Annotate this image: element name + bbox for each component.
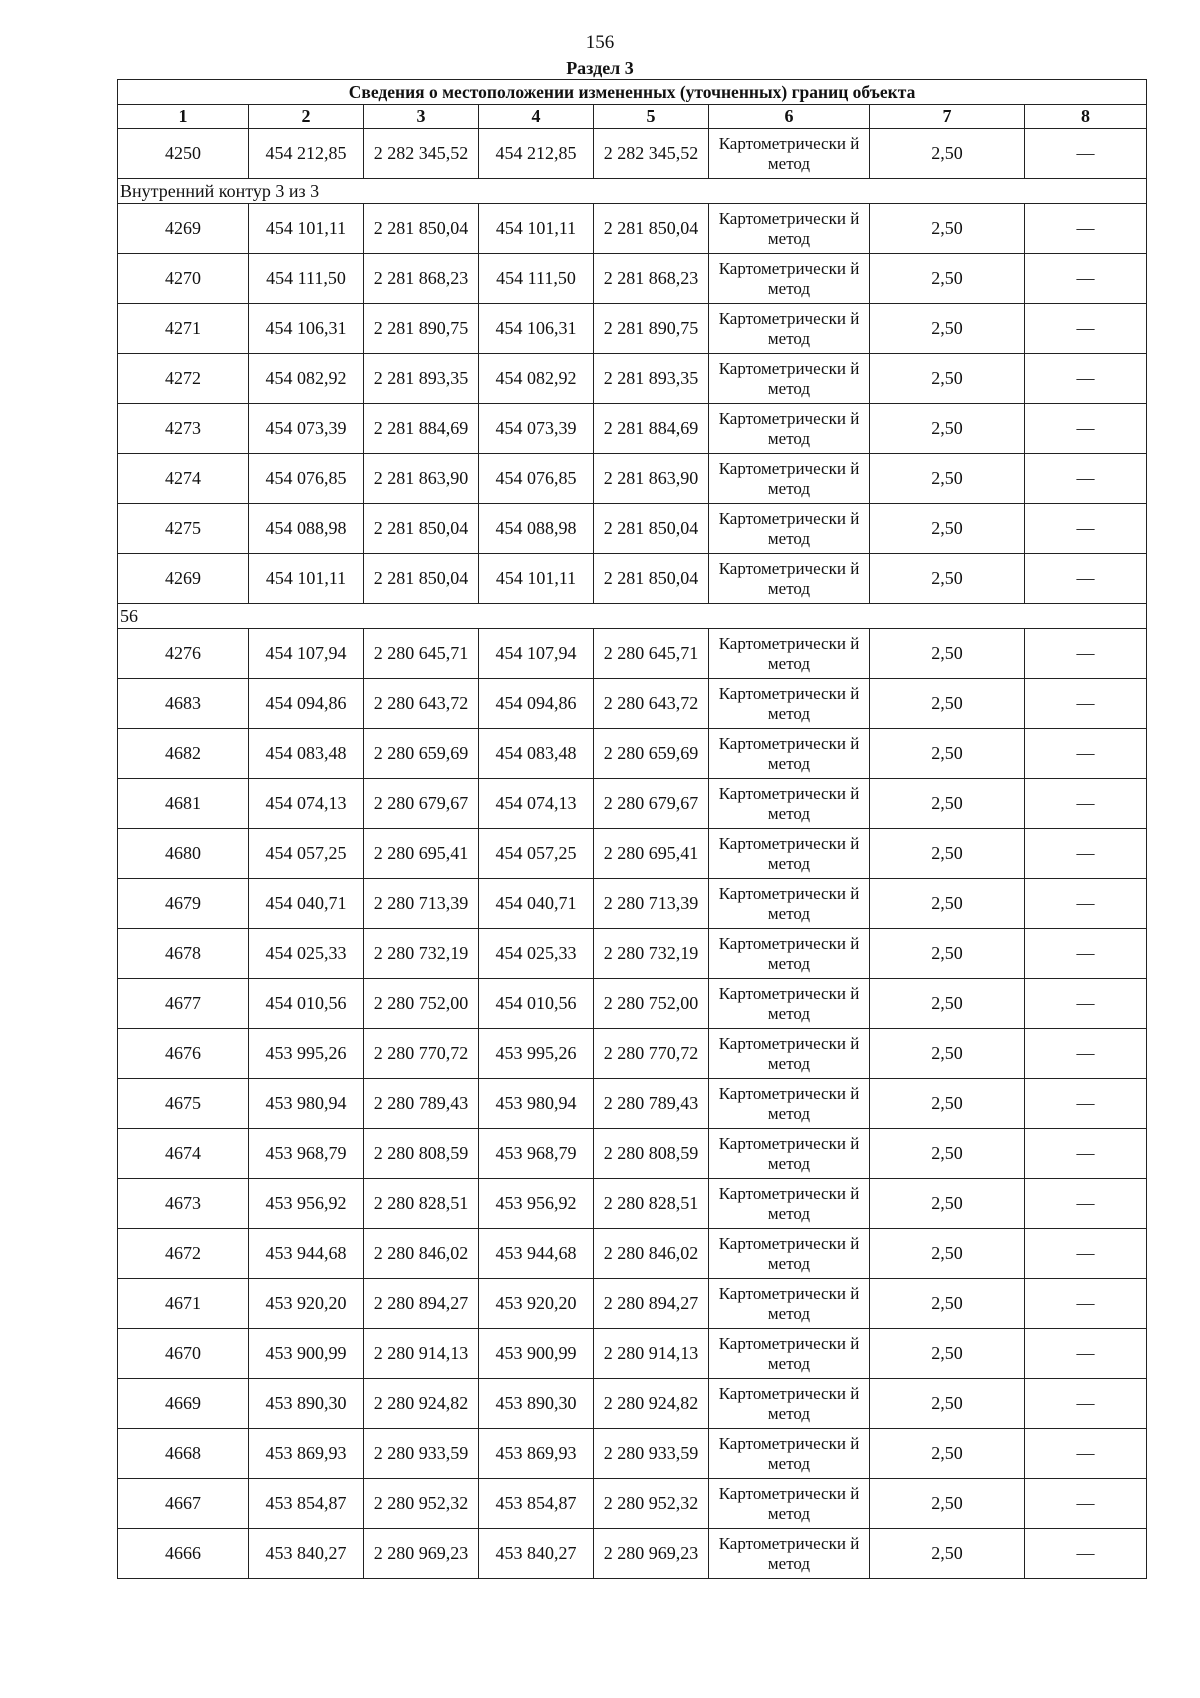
x-coordinate-new: 453 840,27	[479, 1529, 594, 1579]
x-coordinate-old: 453 995,26	[249, 1029, 364, 1079]
description: —	[1025, 1079, 1147, 1129]
x-coordinate-old: 454 073,39	[249, 404, 364, 454]
table-row	[118, 454, 1147, 504]
x-coordinate-old: 453 980,94	[249, 1079, 364, 1129]
method: Картометрически й метод	[709, 829, 870, 879]
accuracy: 2,50	[870, 929, 1025, 979]
y-coordinate-new: 2 280 732,19	[594, 929, 709, 979]
x-coordinate-old: 454 107,94	[249, 629, 364, 679]
method: Картометрически й метод	[709, 1529, 870, 1579]
description: —	[1025, 929, 1147, 979]
boundary-coordinates-table	[117, 79, 1147, 1579]
method: Картометрически й метод	[709, 1079, 870, 1129]
point-number: 4250	[118, 129, 249, 179]
y-coordinate-old: 2 280 659,69	[364, 729, 479, 779]
y-coordinate-old: 2 281 890,75	[364, 304, 479, 354]
x-coordinate-new: 453 944,68	[479, 1229, 594, 1279]
x-coordinate-old: 454 025,33	[249, 929, 364, 979]
y-coordinate-new: 2 280 789,43	[594, 1079, 709, 1129]
y-coordinate-new: 2 280 914,13	[594, 1329, 709, 1379]
point-number: 4666	[118, 1529, 249, 1579]
table-row	[118, 304, 1147, 354]
description: —	[1025, 679, 1147, 729]
y-coordinate-new: 2 281 868,23	[594, 254, 709, 304]
method: Картометрически й метод	[709, 979, 870, 1029]
table-row	[118, 504, 1147, 554]
point-number: 4269	[118, 204, 249, 254]
accuracy: 2,50	[870, 1179, 1025, 1229]
point-number: 4269	[118, 554, 249, 604]
y-coordinate-new: 2 280 695,41	[594, 829, 709, 879]
y-coordinate-old: 2 280 679,67	[364, 779, 479, 829]
description: —	[1025, 629, 1147, 679]
method: Картометрически й метод	[709, 779, 870, 829]
table-row	[118, 1179, 1147, 1229]
x-coordinate-new: 454 083,48	[479, 729, 594, 779]
table-row	[118, 1279, 1147, 1329]
point-number: 4675	[118, 1079, 249, 1129]
point-number: 4683	[118, 679, 249, 729]
method: Картометрически й метод	[709, 1379, 870, 1429]
y-coordinate-old: 2 281 863,90	[364, 454, 479, 504]
description: —	[1025, 1429, 1147, 1479]
section-title: Раздел 3	[566, 58, 634, 78]
method: Картометрически й метод	[709, 129, 870, 179]
accuracy: 2,50	[870, 404, 1025, 454]
description: —	[1025, 1529, 1147, 1579]
point-number: 4275	[118, 504, 249, 554]
table-row	[118, 829, 1147, 879]
point-number: 4273	[118, 404, 249, 454]
table-row	[118, 554, 1147, 604]
y-coordinate-old: 2 280 846,02	[364, 1229, 479, 1279]
table-row	[118, 254, 1147, 304]
accuracy: 2,50	[870, 1479, 1025, 1529]
method: Картометрически й метод	[709, 1029, 870, 1079]
x-coordinate-new: 454 101,11	[479, 204, 594, 254]
x-coordinate-old: 454 094,86	[249, 679, 364, 729]
accuracy: 2,50	[870, 1379, 1025, 1429]
description: —	[1025, 1329, 1147, 1379]
x-coordinate-new: 453 920,20	[479, 1279, 594, 1329]
description: —	[1025, 779, 1147, 829]
accuracy: 2,50	[870, 129, 1025, 179]
x-coordinate-old: 453 968,79	[249, 1129, 364, 1179]
column-number: 1	[118, 105, 249, 129]
y-coordinate-new: 2 281 863,90	[594, 454, 709, 504]
x-coordinate-new: 454 025,33	[479, 929, 594, 979]
accuracy: 2,50	[870, 304, 1025, 354]
x-coordinate-old: 454 010,56	[249, 979, 364, 1029]
x-coordinate-old: 453 956,92	[249, 1179, 364, 1229]
description: —	[1025, 1229, 1147, 1279]
description: —	[1025, 304, 1147, 354]
table-caption: Сведения о местоположении измененных (уточненных) границ объекта	[118, 80, 1147, 105]
accuracy: 2,50	[870, 454, 1025, 504]
description: —	[1025, 1279, 1147, 1329]
y-coordinate-old: 2 280 643,72	[364, 679, 479, 729]
y-coordinate-new: 2 280 969,23	[594, 1529, 709, 1579]
y-coordinate-new: 2 280 679,67	[594, 779, 709, 829]
description: —	[1025, 504, 1147, 554]
description: —	[1025, 404, 1147, 454]
x-coordinate-new: 453 956,92	[479, 1179, 594, 1229]
x-coordinate-new: 454 106,31	[479, 304, 594, 354]
point-number: 4678	[118, 929, 249, 979]
y-coordinate-new: 2 280 752,00	[594, 979, 709, 1029]
table-row	[118, 1079, 1147, 1129]
point-number: 4671	[118, 1279, 249, 1329]
method: Картометрически й метод	[709, 354, 870, 404]
x-coordinate-old: 453 900,99	[249, 1329, 364, 1379]
x-coordinate-new: 454 101,11	[479, 554, 594, 604]
description: —	[1025, 1179, 1147, 1229]
y-coordinate-old: 2 281 893,35	[364, 354, 479, 404]
table-row	[118, 1329, 1147, 1379]
x-coordinate-new: 454 111,50	[479, 254, 594, 304]
accuracy: 2,50	[870, 504, 1025, 554]
accuracy: 2,50	[870, 1229, 1025, 1279]
x-coordinate-new: 454 073,39	[479, 404, 594, 454]
method: Картометрически й метод	[709, 204, 870, 254]
y-coordinate-new: 2 280 952,32	[594, 1479, 709, 1529]
point-number: 4676	[118, 1029, 249, 1079]
y-coordinate-old: 2 281 850,04	[364, 554, 479, 604]
point-number: 4674	[118, 1129, 249, 1179]
y-coordinate-old: 2 281 884,69	[364, 404, 479, 454]
method: Картометрически й метод	[709, 554, 870, 604]
description: —	[1025, 1379, 1147, 1429]
y-coordinate-old: 2 280 914,13	[364, 1329, 479, 1379]
description: —	[1025, 979, 1147, 1029]
x-coordinate-new: 453 854,87	[479, 1479, 594, 1529]
x-coordinate-new: 454 040,71	[479, 879, 594, 929]
method: Картометрически й метод	[709, 1179, 870, 1229]
accuracy: 2,50	[870, 1029, 1025, 1079]
y-coordinate-new: 2 281 850,04	[594, 204, 709, 254]
point-number: 4667	[118, 1479, 249, 1529]
x-coordinate-new: 453 890,30	[479, 1379, 594, 1429]
y-coordinate-new: 2 280 828,51	[594, 1179, 709, 1229]
y-coordinate-new: 2 281 850,04	[594, 554, 709, 604]
x-coordinate-old: 454 106,31	[249, 304, 364, 354]
description: —	[1025, 129, 1147, 179]
table-row	[118, 354, 1147, 404]
y-coordinate-new: 2 280 808,59	[594, 1129, 709, 1179]
table-body	[118, 80, 1147, 1579]
x-coordinate-old: 454 076,85	[249, 454, 364, 504]
table-row	[118, 729, 1147, 779]
y-coordinate-old: 2 280 732,19	[364, 929, 479, 979]
accuracy: 2,50	[870, 879, 1025, 929]
y-coordinate-old: 2 280 894,27	[364, 1279, 479, 1329]
y-coordinate-new: 2 280 770,72	[594, 1029, 709, 1079]
y-coordinate-new: 2 280 894,27	[594, 1279, 709, 1329]
x-coordinate-old: 453 840,27	[249, 1529, 364, 1579]
x-coordinate-old: 453 890,30	[249, 1379, 364, 1429]
table-row	[118, 1429, 1147, 1479]
method: Картометрически й метод	[709, 454, 870, 504]
y-coordinate-new: 2 280 659,69	[594, 729, 709, 779]
table-row	[118, 979, 1147, 1029]
y-coordinate-old: 2 281 868,23	[364, 254, 479, 304]
description: —	[1025, 254, 1147, 304]
point-number: 4682	[118, 729, 249, 779]
accuracy: 2,50	[870, 354, 1025, 404]
column-number: 7	[870, 105, 1025, 129]
x-coordinate-new: 453 968,79	[479, 1129, 594, 1179]
method: Картометрически й метод	[709, 679, 870, 729]
y-coordinate-new: 2 281 850,04	[594, 504, 709, 554]
accuracy: 2,50	[870, 204, 1025, 254]
accuracy: 2,50	[870, 1329, 1025, 1379]
page-number: 156	[585, 32, 615, 53]
point-number: 4673	[118, 1179, 249, 1229]
description: —	[1025, 1479, 1147, 1529]
point-number: 4669	[118, 1379, 249, 1429]
method: Картометрически й метод	[709, 729, 870, 779]
y-coordinate-old: 2 280 924,82	[364, 1379, 479, 1429]
description: —	[1025, 729, 1147, 779]
x-coordinate-new: 454 088,98	[479, 504, 594, 554]
x-coordinate-old: 453 944,68	[249, 1229, 364, 1279]
accuracy: 2,50	[870, 979, 1025, 1029]
table-row	[118, 1379, 1147, 1429]
x-coordinate-old: 454 057,25	[249, 829, 364, 879]
table-row	[118, 779, 1147, 829]
point-number: 4679	[118, 879, 249, 929]
method: Картометрически й метод	[709, 1479, 870, 1529]
table-row	[118, 929, 1147, 979]
method: Картометрически й метод	[709, 1429, 870, 1479]
point-number: 4668	[118, 1429, 249, 1479]
point-number: 4681	[118, 779, 249, 829]
description: —	[1025, 454, 1147, 504]
y-coordinate-new: 2 281 893,35	[594, 354, 709, 404]
x-coordinate-old: 453 869,93	[249, 1429, 364, 1479]
accuracy: 2,50	[870, 779, 1025, 829]
x-coordinate-old: 454 088,98	[249, 504, 364, 554]
y-coordinate-new: 2 280 924,82	[594, 1379, 709, 1429]
x-coordinate-new: 453 900,99	[479, 1329, 594, 1379]
y-coordinate-old: 2 280 752,00	[364, 979, 479, 1029]
y-coordinate-old: 2 280 952,32	[364, 1479, 479, 1529]
column-number: 5	[594, 105, 709, 129]
y-coordinate-old: 2 280 789,43	[364, 1079, 479, 1129]
table-caption-row	[118, 80, 1147, 105]
x-coordinate-old: 454 212,85	[249, 129, 364, 179]
y-coordinate-new: 2 281 890,75	[594, 304, 709, 354]
y-coordinate-old: 2 281 850,04	[364, 504, 479, 554]
method: Картометрически й метод	[709, 879, 870, 929]
x-coordinate-new: 454 094,86	[479, 679, 594, 729]
point-number: 4680	[118, 829, 249, 879]
method: Картометрически й метод	[709, 1129, 870, 1179]
column-number: 4	[479, 105, 594, 129]
x-coordinate-old: 453 854,87	[249, 1479, 364, 1529]
x-coordinate-new: 454 057,25	[479, 829, 594, 879]
x-coordinate-old: 454 101,11	[249, 204, 364, 254]
contour-label: Внутренний контур 3 из 3	[118, 179, 1147, 204]
y-coordinate-old: 2 280 933,59	[364, 1429, 479, 1479]
accuracy: 2,50	[870, 679, 1025, 729]
x-coordinate-old: 453 920,20	[249, 1279, 364, 1329]
column-number: 3	[364, 105, 479, 129]
accuracy: 2,50	[870, 554, 1025, 604]
y-coordinate-new: 2 282 345,52	[594, 129, 709, 179]
y-coordinate-old: 2 280 828,51	[364, 1179, 479, 1229]
method: Картометрически й метод	[709, 1279, 870, 1329]
column-number-row	[118, 105, 1147, 129]
y-coordinate-new: 2 281 884,69	[594, 404, 709, 454]
description: —	[1025, 204, 1147, 254]
y-coordinate-old: 2 282 345,52	[364, 129, 479, 179]
description: —	[1025, 354, 1147, 404]
y-coordinate-old: 2 280 969,23	[364, 1529, 479, 1579]
x-coordinate-new: 454 010,56	[479, 979, 594, 1029]
description: —	[1025, 554, 1147, 604]
method: Картометрически й метод	[709, 254, 870, 304]
method: Картометрически й метод	[709, 1329, 870, 1379]
point-number: 4677	[118, 979, 249, 1029]
description: —	[1025, 1129, 1147, 1179]
point-number: 4276	[118, 629, 249, 679]
accuracy: 2,50	[870, 1529, 1025, 1579]
y-coordinate-old: 2 280 713,39	[364, 879, 479, 929]
table-row	[118, 1229, 1147, 1279]
point-number: 4271	[118, 304, 249, 354]
x-coordinate-old: 454 101,11	[249, 554, 364, 604]
accuracy: 2,50	[870, 729, 1025, 779]
x-coordinate-old: 454 083,48	[249, 729, 364, 779]
accuracy: 2,50	[870, 254, 1025, 304]
table-row	[118, 879, 1147, 929]
point-number: 4670	[118, 1329, 249, 1379]
y-coordinate-old: 2 280 770,72	[364, 1029, 479, 1079]
y-coordinate-new: 2 280 933,59	[594, 1429, 709, 1479]
description: —	[1025, 829, 1147, 879]
y-coordinate-old: 2 281 850,04	[364, 204, 479, 254]
method: Картометрически й метод	[709, 1229, 870, 1279]
x-coordinate-new: 453 995,26	[479, 1029, 594, 1079]
method: Картометрически й метод	[709, 404, 870, 454]
contour-label: 56	[118, 604, 1147, 629]
table-row	[118, 204, 1147, 254]
description: —	[1025, 1029, 1147, 1079]
point-number: 4272	[118, 354, 249, 404]
x-coordinate-new: 454 074,13	[479, 779, 594, 829]
method: Картометрически й метод	[709, 629, 870, 679]
y-coordinate-new: 2 280 713,39	[594, 879, 709, 929]
x-coordinate-old: 454 111,50	[249, 254, 364, 304]
method: Картометрически й метод	[709, 304, 870, 354]
table-row	[118, 404, 1147, 454]
y-coordinate-old: 2 280 645,71	[364, 629, 479, 679]
contour-label-row	[118, 604, 1147, 629]
method: Картометрически й метод	[709, 929, 870, 979]
x-coordinate-new: 454 212,85	[479, 129, 594, 179]
table-row	[118, 1479, 1147, 1529]
column-number: 8	[1025, 105, 1147, 129]
point-number: 4274	[118, 454, 249, 504]
x-coordinate-old: 454 082,92	[249, 354, 364, 404]
point-number: 4270	[118, 254, 249, 304]
y-coordinate-new: 2 280 846,02	[594, 1229, 709, 1279]
x-coordinate-new: 453 869,93	[479, 1429, 594, 1479]
table-row	[118, 1029, 1147, 1079]
x-coordinate-new: 453 980,94	[479, 1079, 594, 1129]
accuracy: 2,50	[870, 1279, 1025, 1329]
contour-label-row	[118, 179, 1147, 204]
x-coordinate-new: 454 076,85	[479, 454, 594, 504]
y-coordinate-old: 2 280 695,41	[364, 829, 479, 879]
accuracy: 2,50	[870, 1129, 1025, 1179]
accuracy: 2,50	[870, 829, 1025, 879]
table-row	[118, 1529, 1147, 1579]
table-row	[118, 629, 1147, 679]
table-row	[118, 679, 1147, 729]
x-coordinate-old: 454 040,71	[249, 879, 364, 929]
accuracy: 2,50	[870, 1429, 1025, 1479]
y-coordinate-old: 2 280 808,59	[364, 1129, 479, 1179]
y-coordinate-new: 2 280 643,72	[594, 679, 709, 729]
y-coordinate-new: 2 280 645,71	[594, 629, 709, 679]
x-coordinate-new: 454 082,92	[479, 354, 594, 404]
accuracy: 2,50	[870, 629, 1025, 679]
x-coordinate-new: 454 107,94	[479, 629, 594, 679]
table-row	[118, 129, 1147, 179]
x-coordinate-old: 454 074,13	[249, 779, 364, 829]
column-number: 6	[709, 105, 870, 129]
accuracy: 2,50	[870, 1079, 1025, 1129]
column-number: 2	[249, 105, 364, 129]
table-row	[118, 1129, 1147, 1179]
point-number: 4672	[118, 1229, 249, 1279]
description: —	[1025, 879, 1147, 929]
method: Картометрически й метод	[709, 504, 870, 554]
